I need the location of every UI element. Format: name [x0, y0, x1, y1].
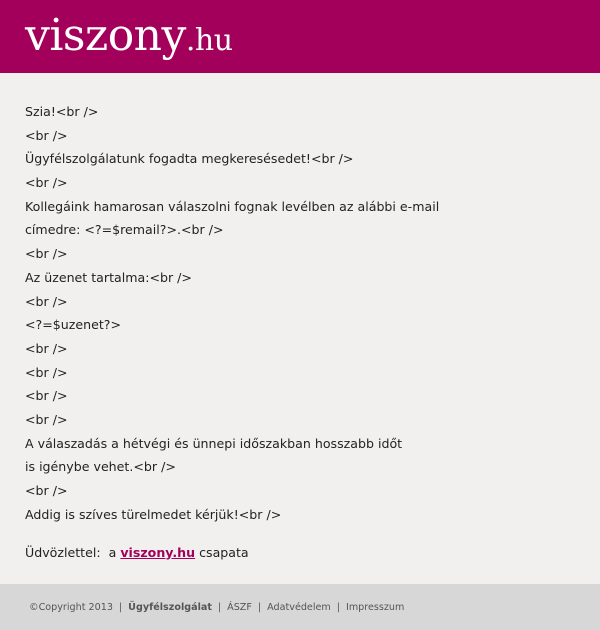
- message-line: Ügyfélszolgálatunk fogadta megkeresésedet!<br />: [25, 151, 354, 167]
- message-line: Szia!<br />: [25, 104, 99, 119]
- signature-prefix: Üdvözlettel: a: [25, 545, 121, 560]
- header-bar: [0, 0, 600, 73]
- message-lines: [25, 100, 585, 526]
- message-line: <br />: [25, 483, 68, 498]
- footer-separator: |: [336, 602, 340, 613]
- message-line: <br />: [25, 388, 68, 404]
- footer-links-row: [29, 601, 404, 615]
- footer-link-support[interactable]: Ügyfélszolgálat: [128, 602, 212, 613]
- email-body: [0, 73, 600, 584]
- footer-link-imprint[interactable]: Impresszum: [346, 602, 405, 613]
- footer-separator: |: [118, 602, 123, 613]
- site-logo[interactable]: [25, 8, 233, 69]
- signature-brand-link[interactable]: viszony.hu: [120, 545, 196, 560]
- logo-tld-text: .hu: [185, 23, 233, 58]
- footer-link-privacy[interactable]: Adatvédelem: [267, 602, 331, 613]
- logo-main-text: viszony: [25, 10, 186, 61]
- message-line: Az üzenet tartalma:<br />: [25, 269, 192, 285]
- message-line: is igénybe vehet.<br />: [25, 459, 176, 475]
- message-line: <br />: [25, 127, 68, 143]
- message-line: <br />: [25, 175, 68, 191]
- footer-bar: [0, 584, 600, 630]
- signature-suffix: csapata: [195, 545, 249, 560]
- message-line: <br />: [25, 411, 68, 427]
- message-line: címedre: <?=$remail?>.<br />: [25, 222, 224, 238]
- message-line: <br />: [25, 246, 68, 262]
- copyright-text: ©Copyright 2013: [29, 602, 113, 613]
- message-line: A válaszadás a hétvégi és ünnepi időszakban hosszabb időt: [25, 435, 403, 451]
- message-line: Kollegáink hamarosan válaszolni fognak levélben az alábbi e-mail: [25, 198, 440, 214]
- footer-separator: |: [257, 602, 262, 613]
- footer-link-terms[interactable]: ÁSZF: [227, 602, 252, 613]
- message-line: <br />: [25, 340, 68, 356]
- message-line: <?=$uzenet?>: [25, 317, 122, 333]
- message-line: <br />: [25, 293, 68, 309]
- signature-line: [25, 543, 249, 563]
- message-line: <br />: [25, 364, 68, 380]
- footer-separator: |: [217, 602, 222, 613]
- message-line: Addig is szíves türelmedet kérjük!<br />: [25, 506, 282, 522]
